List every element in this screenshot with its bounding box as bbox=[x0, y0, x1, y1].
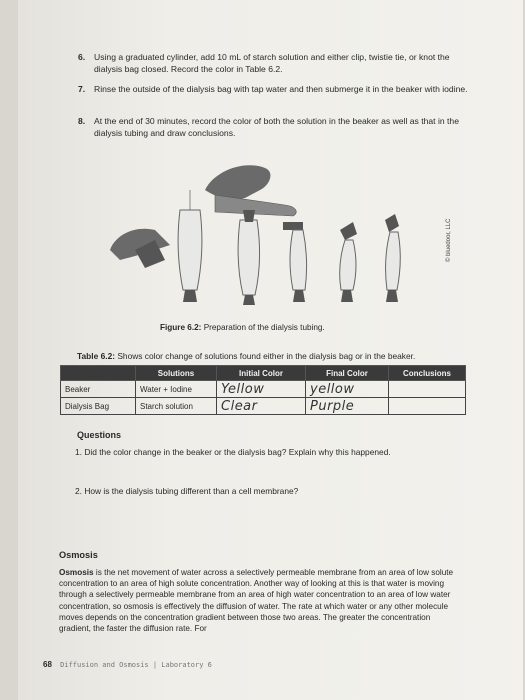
hands-illustration bbox=[110, 165, 296, 268]
dialysis-tubing-figure bbox=[95, 150, 455, 320]
table-caption-text: Shows color change of solutions found either in the dialysis bag or in the beaker. bbox=[117, 351, 416, 361]
figure-label: Figure 6.2: bbox=[160, 323, 202, 332]
osmosis-heading: Osmosis bbox=[59, 550, 98, 560]
header-initial-color: Initial Color bbox=[217, 366, 306, 381]
table-row bbox=[61, 381, 466, 398]
solution-cell: Water + Iodine bbox=[136, 381, 217, 398]
dialysis-bag-2 bbox=[238, 210, 259, 305]
conclusions-cell bbox=[389, 398, 466, 415]
initial-color-cell: Clear bbox=[217, 398, 306, 415]
row-label: Dialysis Bag bbox=[61, 398, 136, 415]
dialysis-bag-5 bbox=[385, 214, 400, 302]
initial-color-cell: Yellow bbox=[217, 381, 306, 398]
table-caption bbox=[77, 351, 415, 361]
final-color-cell: Purple bbox=[306, 398, 389, 415]
page-footer bbox=[43, 660, 212, 669]
question-1 bbox=[75, 447, 391, 457]
osmosis-term: Osmosis bbox=[59, 568, 94, 577]
header-solutions: Solutions bbox=[136, 366, 217, 381]
step-text: At the end of 30 minutes, record the color of both the solution in the beaker as well as that in the dialysis tubing and draw conclusions. bbox=[94, 116, 459, 138]
dialysis-bag-4 bbox=[340, 222, 357, 302]
figure-caption bbox=[160, 323, 325, 332]
question-text: Did the color change in the beaker or the dialysis bag? Explain why this happened. bbox=[84, 447, 391, 457]
header-conclusions: Conclusions bbox=[389, 366, 466, 381]
questions-heading: Questions bbox=[77, 430, 122, 440]
row-label: Beaker bbox=[61, 381, 136, 398]
osmosis-paragraph bbox=[59, 567, 459, 634]
results-table bbox=[60, 365, 466, 415]
table-header-row bbox=[61, 366, 466, 381]
step-number: 8. bbox=[78, 116, 86, 126]
table-row bbox=[61, 398, 466, 415]
osmosis-text: is the net movement of water across a selectively permeable membrane from an area of low solute concentration to an area of high solute concentration. Another way of looking at this is that water is moving through a selectively permeable membrane from an area of high water concentration to an area of low water concentration, so osmosis is effectively the diffusion of water. The rate at which water or any other molecule moves depends on the concentration gradient between those two areas. The greater the concentration gradient, the faster the diffusion rate. For bbox=[59, 568, 454, 634]
table-label: Table 6.2: bbox=[77, 351, 116, 361]
header-blank bbox=[61, 366, 136, 381]
solution-cell: Starch solution bbox=[136, 398, 217, 415]
step-number: 7. bbox=[78, 84, 86, 94]
final-color-cell: yellow bbox=[306, 381, 389, 398]
conclusions-cell bbox=[389, 381, 466, 398]
figure-caption-text: Preparation of the dialysis tubing. bbox=[203, 323, 325, 332]
question-number: 2. bbox=[75, 486, 82, 496]
step-number: 6. bbox=[78, 52, 86, 62]
header-final-color: Final Color bbox=[306, 366, 389, 381]
question-text: How is the dialysis tubing different than a cell membrane? bbox=[84, 486, 299, 496]
question-number: 1. bbox=[75, 447, 82, 457]
dialysis-bag-3 bbox=[283, 222, 307, 302]
step-text: Rinse the outside of the dialysis bag with tap water and then submerge it in the beaker with iodine. bbox=[94, 84, 468, 94]
question-2 bbox=[75, 486, 298, 496]
page-number: 68 bbox=[43, 660, 52, 669]
figure-credit: © bluedoor, LLC bbox=[446, 218, 452, 262]
step-text: Using a graduated cylinder, add 10 mL of starch solution and either clip, twistie tie, or knot the dialysis bag closed. Record the color in Table 6.2. bbox=[94, 52, 450, 74]
running-footer: Diffusion and Osmosis | Laboratory 6 bbox=[60, 661, 212, 669]
dialysis-bag-1 bbox=[178, 190, 202, 302]
